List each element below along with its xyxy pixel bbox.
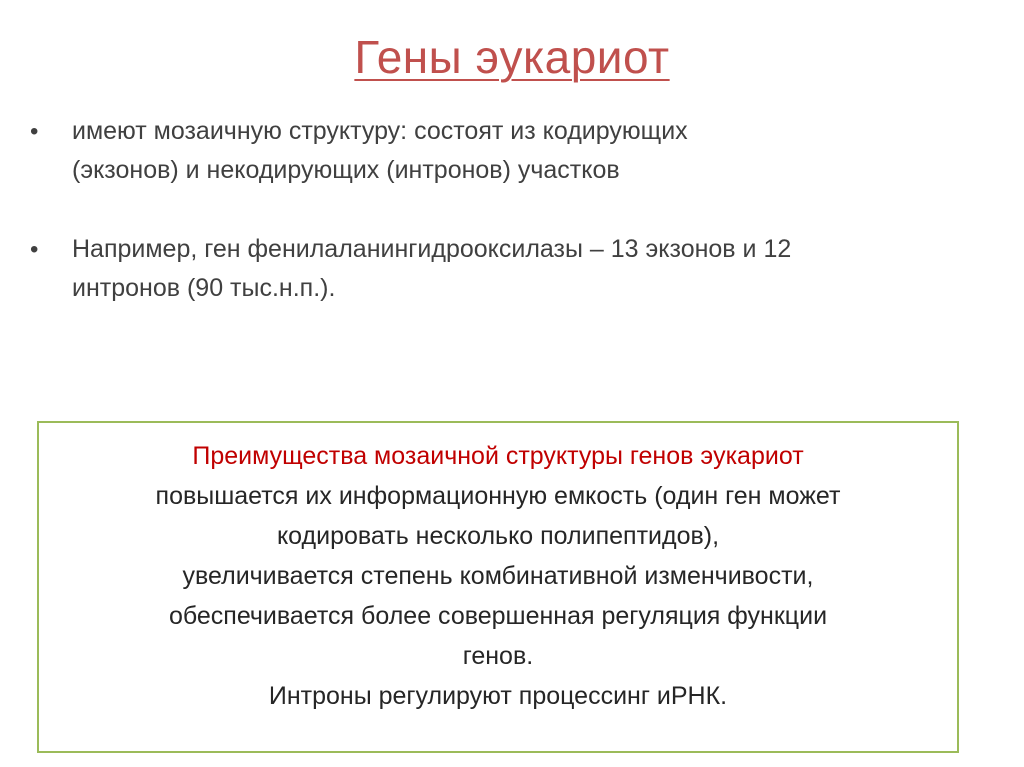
bullet-line: (экзонов) и некодирующих (интронов) участков — [72, 156, 620, 184]
bullet-item — [30, 112, 990, 190]
title-container — [0, 30, 1024, 84]
bullet-line: Например, ген фенилаланингидрооксилазы – 13 экзонов и 12 — [72, 235, 792, 263]
bullet-icon: • — [30, 236, 39, 263]
advantages-box — [37, 421, 959, 753]
advantages-line: Интроны регулируют процессинг иРНК. — [268, 682, 728, 710]
advantages-line: кодировать несколько полипептидов), — [276, 522, 720, 550]
bullet-item — [30, 230, 990, 308]
advantages-line: повышается их информационную емкость (один ген может — [155, 482, 841, 510]
slide-title: Гены эукариот — [354, 31, 670, 83]
bullet-icon: • — [30, 118, 39, 145]
advantages-heading: Преимущества мозаичной структуры генов эукариот — [192, 442, 804, 470]
advantages-line: увеличивается степень комбинативной изменчивости, — [182, 562, 814, 590]
bullet-line: имеют мозаичную структуру: состоят из кодирующих — [72, 117, 688, 145]
bullet-list — [30, 112, 990, 308]
advantages-line: генов. — [462, 642, 534, 670]
bullet-line: интронов (90 тыс.н.п.). — [72, 274, 336, 302]
advantages-line: обеспечивается более совершенная регуляция функции — [168, 602, 828, 630]
